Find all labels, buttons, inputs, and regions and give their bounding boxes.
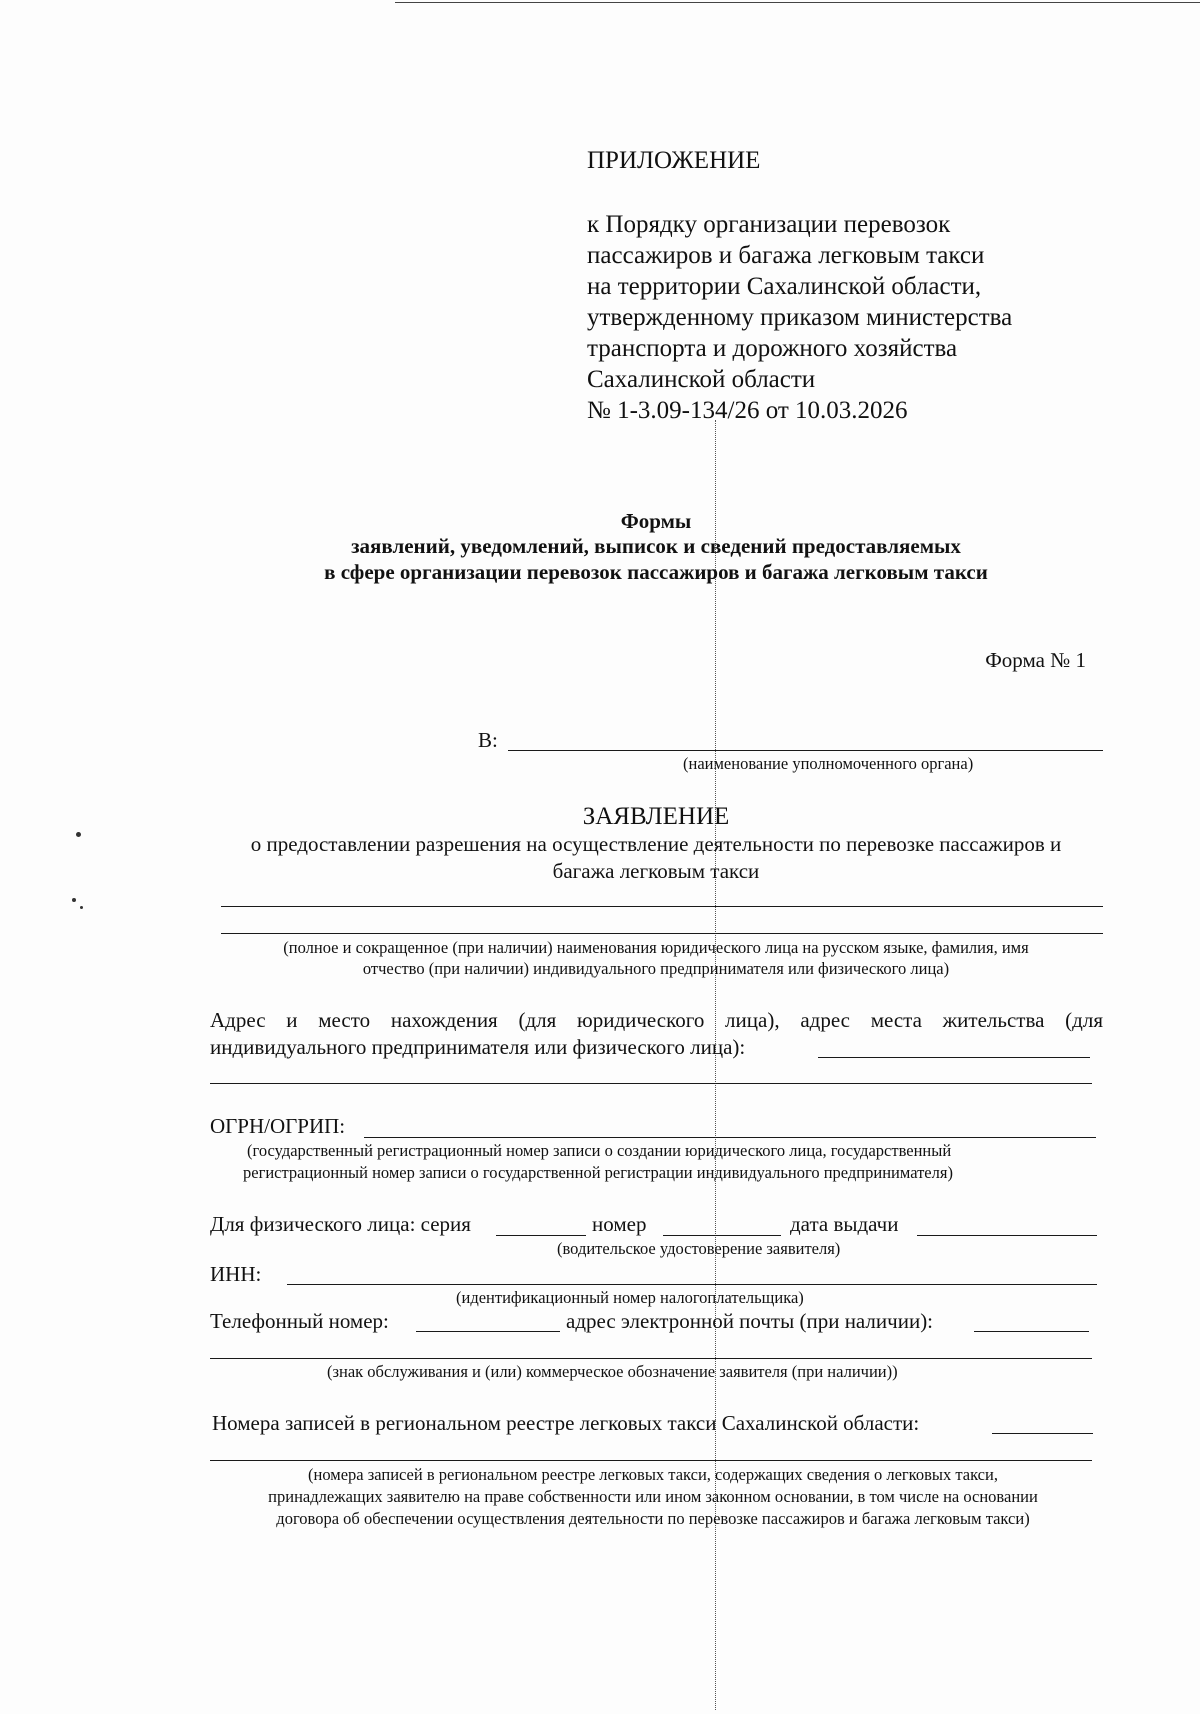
individual-number-label: номер bbox=[592, 1212, 647, 1236]
inn-label: ИНН: bbox=[210, 1262, 262, 1286]
forms-subtitle-line: заявлений, уведомлений, выписок и сведений предоставляемых bbox=[351, 534, 961, 558]
appendix-line: к Порядку организации перевозок bbox=[587, 211, 951, 238]
ogrn-input-line[interactable] bbox=[364, 1137, 1096, 1138]
appendix-line: на территории Сахалинской области, bbox=[587, 273, 982, 300]
inn-input-line[interactable] bbox=[287, 1284, 1097, 1285]
scan-top-edge-line bbox=[395, 2, 1200, 3]
appendix-order-number: № 1-3.09-134/26 от 10.03.2026 bbox=[587, 397, 908, 424]
statement-title: ЗАЯВЛЕНИЕ bbox=[582, 803, 730, 830]
individual-issue-date-label: дата выдачи bbox=[790, 1212, 899, 1236]
registry-hint: договора об обеспечении осуществления деятельности по перевозке пассажиров и багажа легковым такси) bbox=[276, 1509, 1030, 1528]
recipient-hint: (наименование уполномоченного органа) bbox=[683, 754, 974, 773]
individual-series-label: Для физического лица: серия bbox=[210, 1212, 471, 1236]
scan-speck bbox=[72, 898, 76, 902]
individual-hint: (водительское удостоверение заявителя) bbox=[557, 1239, 841, 1258]
ogrn-hint: регистрационный номер записи о государственной регистрации индивидуального предпринимателя) bbox=[243, 1163, 953, 1182]
service-mark-hint: (знак обслуживания и (или) коммерческое обозначение заявителя (при наличии)) bbox=[327, 1362, 898, 1381]
registry-hint: (номера записей в региональном реестре легковых такси, содержащих сведения о легковых такси, bbox=[308, 1465, 998, 1484]
appendix-title: ПРИЛОЖЕНИЕ bbox=[587, 147, 761, 174]
registry-input-line[interactable] bbox=[210, 1460, 1092, 1461]
address-label-line: Адрес и место нахождения (для юридического лица), адрес места жительства (для bbox=[210, 1008, 1103, 1032]
address-input-line[interactable] bbox=[818, 1057, 1090, 1058]
applicant-name-hint: (полное и сокращенное (при наличии) наименования юридического лица на русском языке, фамилия, имя bbox=[283, 938, 1029, 957]
registry-hint: принадлежащих заявителю на праве собственности или ином законном основании, в том числе на основании bbox=[268, 1487, 1038, 1506]
email-label: адрес электронной почты (при наличии): bbox=[566, 1309, 934, 1333]
ogrn-label: ОГРН/ОГРИП: bbox=[210, 1114, 346, 1138]
individual-series-input-line[interactable] bbox=[496, 1235, 586, 1236]
appendix-line: транспорта и дорожного хозяйства bbox=[587, 335, 958, 362]
phone-input-line[interactable] bbox=[416, 1331, 560, 1332]
phone-label: Телефонный номер: bbox=[210, 1309, 389, 1333]
individual-issue-date-input-line[interactable] bbox=[917, 1235, 1097, 1236]
applicant-name-hint: отчество (при наличии) индивидуального предпринимателя или физического лица) bbox=[362, 959, 950, 978]
registry-label: Номера записей в региональном реестре легковых такси Сахалинской области: bbox=[212, 1411, 920, 1435]
applicant-name-input-line[interactable] bbox=[221, 906, 1103, 907]
appendix-line: пассажиров и багажа легковым такси bbox=[587, 242, 985, 269]
scan-speck bbox=[80, 906, 83, 909]
ogrn-hint: (государственный регистрационный номер записи о создании юридического лица, государственный bbox=[247, 1141, 952, 1160]
registry-input-line[interactable] bbox=[992, 1433, 1093, 1434]
recipient-label: В: bbox=[478, 728, 498, 752]
address-input-line[interactable] bbox=[210, 1083, 1092, 1084]
statement-subtitle-line: багажа легковым такси bbox=[552, 859, 760, 883]
recipient-input-line[interactable] bbox=[508, 750, 1103, 751]
email-input-line[interactable] bbox=[974, 1331, 1089, 1332]
forms-title: Формы bbox=[620, 509, 692, 533]
service-mark-input-line[interactable] bbox=[210, 1358, 1092, 1359]
appendix-line: утвержденному приказом министерства bbox=[587, 304, 1013, 331]
form-number: Форма № 1 bbox=[985, 648, 1086, 672]
address-label-line: индивидуального предпринимателя или физического лица): bbox=[210, 1035, 746, 1059]
individual-number-input-line[interactable] bbox=[663, 1235, 781, 1236]
inn-hint: (идентификационный номер налогоплательщика) bbox=[456, 1288, 804, 1307]
applicant-name-input-line[interactable] bbox=[221, 933, 1103, 934]
forms-subtitle-line: в сфере организации перевозок пассажиров и багажа легковым такси bbox=[324, 560, 988, 584]
appendix-line: Сахалинской области bbox=[587, 366, 816, 393]
statement-subtitle-line: о предоставлении разрешения на осуществление деятельности по перевозке пассажиров и bbox=[250, 832, 1062, 856]
